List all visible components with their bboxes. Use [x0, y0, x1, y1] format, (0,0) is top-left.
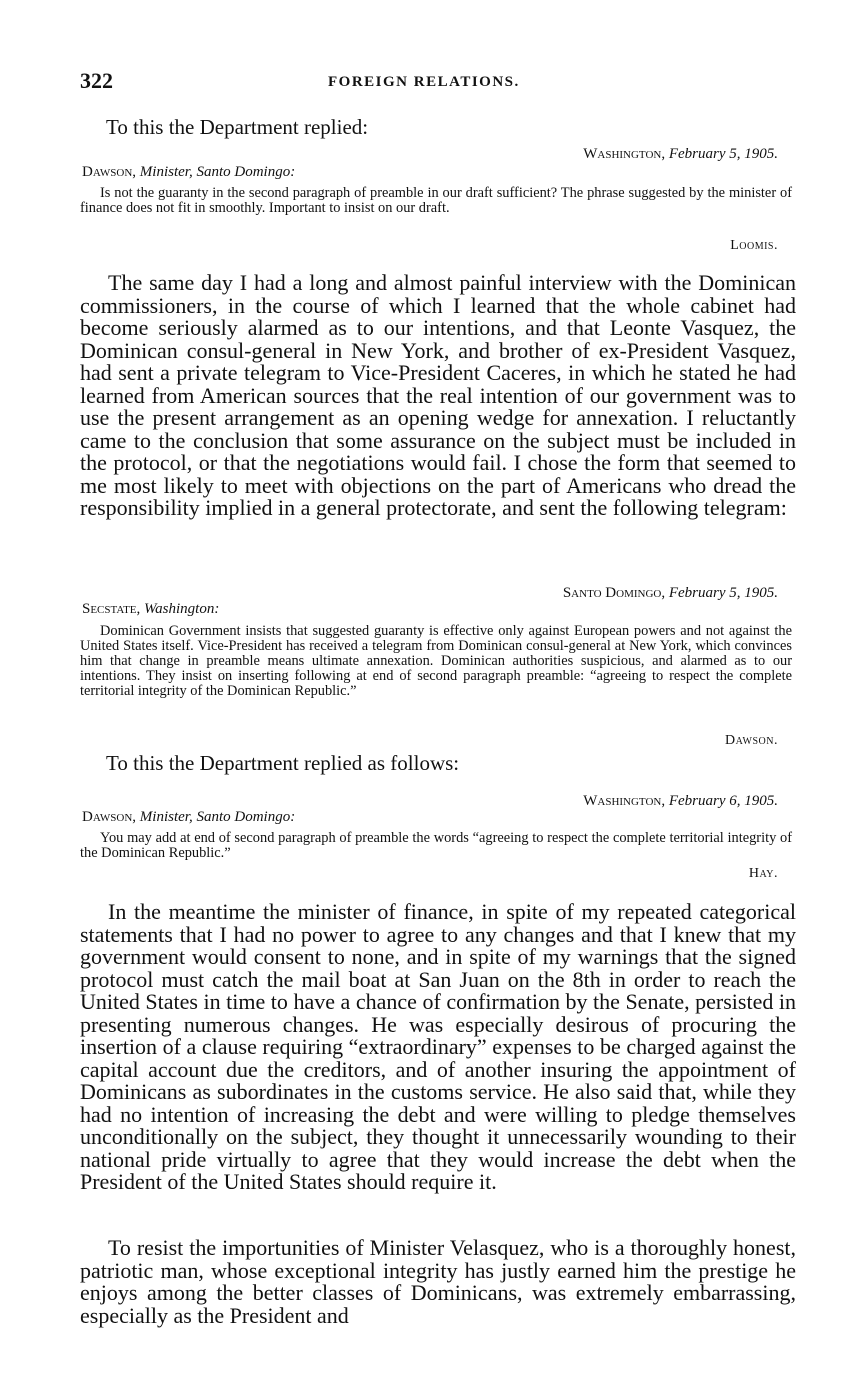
- section3-addressee: [82, 808, 295, 826]
- addressee-title: Washington:: [144, 601, 220, 617]
- dateline-date: February 5, 1905.: [668, 585, 778, 601]
- section3-dateline: [583, 792, 778, 810]
- body-paragraph-2: [80, 901, 796, 1194]
- section1-intro: To this the Department replied:: [106, 115, 369, 139]
- section1-addressee: [82, 163, 295, 181]
- paragraph-text: To resist the importunities of Minister Velasquez, who is a thoroughly honest, patriotic man, whose exceptional integrity has justly earned him the prestige he enjoys among the better classes of Dominicans, was extremely embarrassing, especially as the President and: [80, 1235, 796, 1328]
- body-paragraph-3: [80, 1237, 796, 1327]
- telegram-text: You may add at end of second paragraph of preamble the words “agreeing to respect the complete territorial integrity of the Dominican Republic.”: [80, 830, 792, 861]
- dateline-place: Washington,: [583, 146, 666, 162]
- dateline-date: February 5, 1905.: [668, 146, 778, 162]
- addressee-title: Minister, Santo Domingo:: [139, 164, 296, 180]
- body-paragraph-1: [80, 272, 796, 520]
- paragraph-text: The same day I had a long and almost painful interview with the Dominican commissioners, in the course of which I learned that the whole cabinet had become seriously alarmed as to our intentions, and that Leonte Vasquez, the Dominican consul-general in New York, and brother of ex-President Vasquez, had sent a private telegram to Vice-President Caceres, in which he stated he had learned from American sources that the real intention of our government was to use the present arrangement as an opening wedge for annexation. I reluctantly came to the conclusion that some assurance on the subject must be included in the protocol, or that the negotiations would fail. I chose the form that seemed to me most likely to meet with objections on the part of Americans who dread the responsibility implied in a general protectorate, and sent the following telegram:: [80, 270, 796, 520]
- telegram-text: Dominican Government insists that suggested guaranty is effective only against European powers and not against the United States itself. Vice-President has received a telegram from Dominican consul-general at New York, which convinces him that change in preamble means ultimate annexation. Dominican authorities suspicious, and alarmed as to our intentions. They insist on inserting following at end of second paragraph preamble: “agreeing to respect the complete territorial integrity of the Dominican Republic.”: [80, 623, 792, 699]
- section2-dateline: [563, 584, 778, 602]
- section3-signature: Hay.: [748, 866, 778, 881]
- dateline-date: February 6, 1905.: [668, 793, 778, 809]
- section2-addressee: [82, 600, 219, 618]
- section2-telegram: [80, 624, 792, 699]
- dateline-place: Santo Domingo,: [562, 585, 666, 601]
- addressee-name: Secstate,: [82, 601, 141, 617]
- section1-dateline: [583, 145, 778, 163]
- section3-telegram: [80, 831, 792, 861]
- addressee-name: Dawson,: [82, 164, 137, 180]
- section1-telegram: [80, 186, 792, 216]
- paragraph-text: In the meantime the minister of finance, in spite of my repeated categorical statements that I had no power to agree to any changes and that I knew that my government would consent to none, and in spite of my warnings that the signed protocol must catch the mail boat at San Juan on the 8th in order to reach the United States in time to have a chance of confirmation by the Senate, persisted in presenting numerous changes. He was especially desirous of procuring the insertion of a clause requiring “extraordinary” expenses to be charged against the capital account due the creditors, and of another insuring the appointment of Dominicans as subordinates in the customs service. He also said that, while they had no intention of increasing the debt and were willing to pledge themselves unconditionally on the subject, they thought it unnecessarily wounding to their national pride virtually to agree that they would increase the debt when the President of the United States should require it.: [80, 899, 796, 1194]
- telegram-text: Is not the guaranty in the second paragraph of preamble in our draft sufficient? The phrase suggested by the minister of finance does not fit in smoothly. Important to insist on our draft.: [80, 185, 792, 216]
- addressee-title: Minister, Santo Domingo:: [139, 809, 296, 825]
- page-number: 322: [80, 68, 113, 93]
- section3-intro: To this the Department replied as follows:: [106, 751, 460, 775]
- section2-signature: Dawson.: [725, 733, 778, 748]
- addressee-name: Dawson,: [82, 809, 137, 825]
- page-header: [80, 68, 792, 98]
- running-title: FOREIGN RELATIONS.: [328, 74, 520, 90]
- dateline-place: Washington,: [583, 793, 666, 809]
- section1-signature: Loomis.: [730, 238, 778, 253]
